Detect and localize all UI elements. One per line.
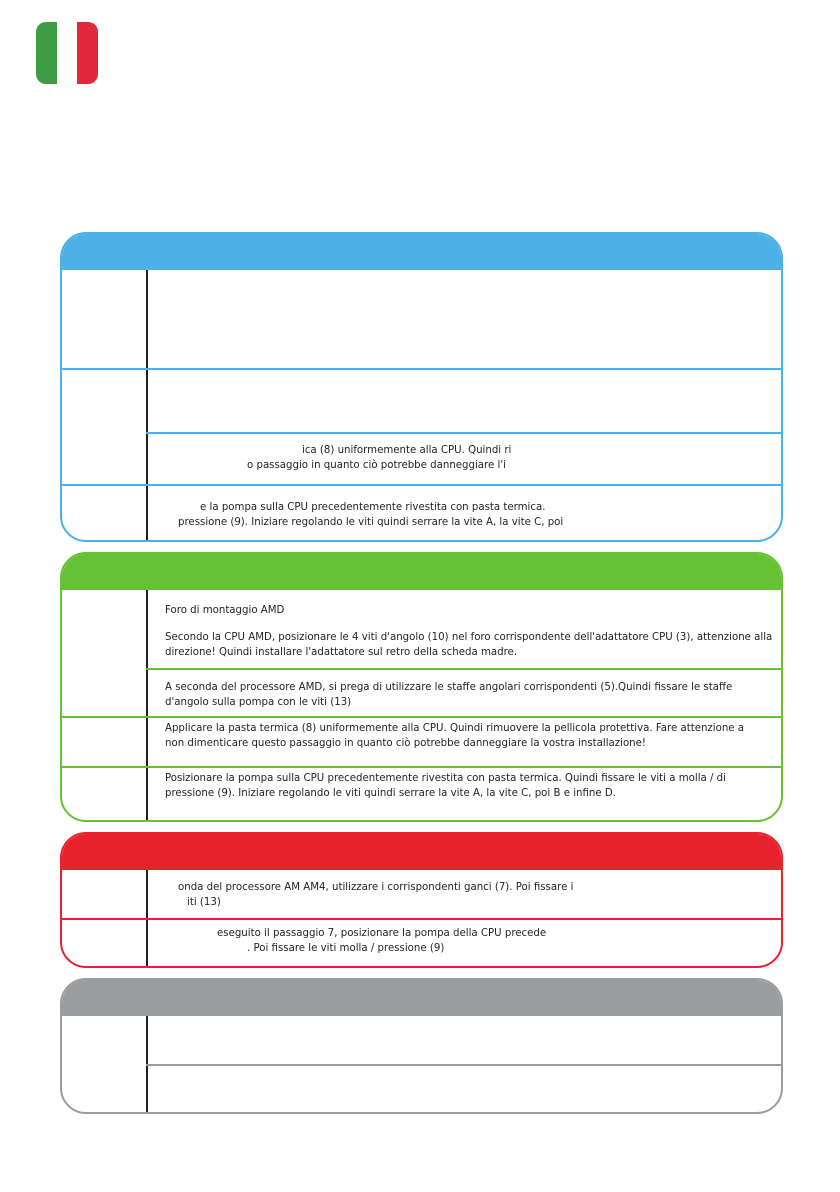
blue-step-text: pressione (9). Iniziare regolando le viti quindi serrare la vite A, la vite C, poi: [178, 517, 564, 528]
green-mount-title: Foro di montaggio AMD: [165, 605, 285, 616]
flag-stripe-white: [57, 22, 78, 84]
red-section-header: [62, 834, 781, 870]
flag-stripe-green: [36, 22, 57, 84]
green-section-header: [62, 554, 781, 590]
red-row-divider: [62, 918, 781, 920]
red-instruction-section: [60, 832, 783, 968]
blue-row-divider: [146, 432, 781, 434]
red-pump-text: . Poi fissare le viti molla / pressione (9): [247, 943, 445, 954]
gray-section-header: [62, 980, 781, 1016]
flag-stripe-red: [77, 22, 98, 84]
blue-instruction-section: [60, 232, 783, 542]
blue-row-divider: [62, 368, 781, 370]
green-mount-text: Secondo la CPU AMD, posizionare le 4 viti d'angolo (10) nel foro corrispondente dell'adattatore CPU (3), attenzione alla direzione! Quindi installare l'adattatore sul retro della scheda madre.: [165, 632, 773, 658]
green-brackets-text: A seconda del processore AMD, si prega di utilizzare le staffe angolari corrispondenti (5).Quindi fissare le staffe d'angolo sulla pompa con le viti (13): [165, 682, 733, 708]
green-row-divider: [62, 766, 781, 768]
green-row-divider: [146, 668, 781, 670]
gray-instruction-section: [60, 978, 783, 1114]
red-hooks-text: iti (13): [187, 897, 221, 908]
blue-step-text: e la pompa sulla CPU precedentemente rivestita con pasta termica.: [200, 502, 546, 513]
green-step-column-divider: [146, 590, 148, 822]
green-instruction-section: [60, 552, 783, 822]
green-paste-text: Applicare la pasta termica (8) uniformemente alla CPU. Quindi rimuovere la pellicola protettiva. Fare attenzione a non dimenticare questo passaggio in quanto ciò potrebbe danneggiare la vostra installazione!: [165, 723, 745, 749]
blue-step-text: o passaggio in quanto ciò potrebbe danneggiare l'i: [247, 460, 506, 471]
gray-row-divider: [146, 1064, 781, 1066]
red-hooks-text: onda del processore AM AM4, utilizzare i corrispondenti ganci (7). Poi fissare i: [178, 882, 574, 893]
blue-step-text: ica (8) uniformemente alla CPU. Quindi ri: [302, 445, 512, 456]
blue-step-column-divider: [146, 270, 148, 542]
blue-section-header: [62, 234, 781, 270]
italian-flag: [36, 22, 98, 84]
red-pump-text: eseguito il passaggio 7, posizionare la pompa della CPU precede: [217, 928, 547, 939]
green-pump-text: Posizionare la pompa sulla CPU precedentemente rivestita con pasta termica. Quindi fissare le viti a molla / di pressione (9). Iniziare regolando le viti quindi serrare la vite A, la vite C, poi B e infine D.: [165, 773, 726, 799]
green-row-divider: [62, 716, 781, 718]
blue-row-divider: [62, 484, 781, 486]
